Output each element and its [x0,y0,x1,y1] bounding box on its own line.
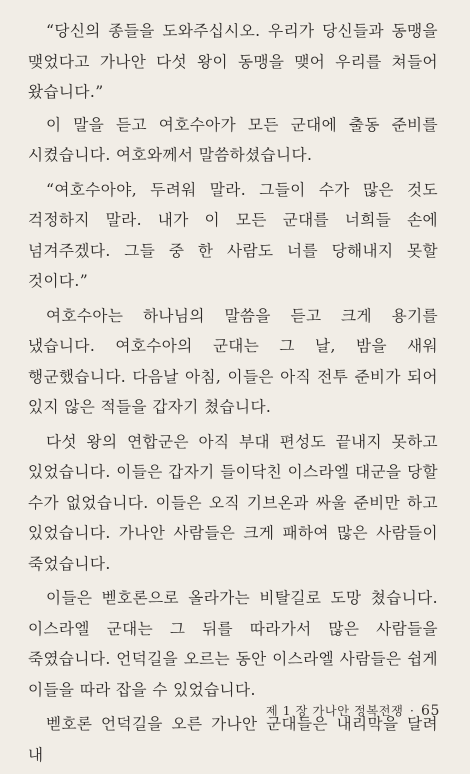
paragraph: 이들은 벧호론으로 올라가는 비탈길로 도망 쳤습니다. 이스라엘 군대는 그 뒤를 따라가서 많은 사람들을 죽였습니다. 언덕길을 오르는 동안 이스라엘 사람들은 쉽게 이들을 따라 잡을 수 있었습니다. [28,589,438,699]
footer-separator: · [410,704,415,718]
paragraph: 여호수아는 하나님의 말씀을 듣고 크게 용기를 냈습니다. 여호수아의 군대는 그 날, 밤을 새워 행군했습니다. 다음날 아침, 이들은 아직 전투 준비가 되어 있지 않은 적들을 갑자기 쳤습니다. [28,306,438,416]
paragraph: 다섯 왕의 연합군은 아직 부대 편성도 끝내지 못하고 있었습니다. 이들은 갑자기 들이닥친 이스라엘 대군을 당할 수가 없었습니다. 이들은 오직 기브온과 싸울 준비만 하고 있었습니다. 가나안 사람들은 크게 패하여 많은 사람들이 죽었습니다. [28,432,438,573]
paragraph: “여호수아야, 두려워 말라. 그들이 수가 많은 것도 걱정하지 말라. 내가 이 모든 군대를 너희들 손에 넘겨주겠다. 그들 중 한 사람도 너를 당해내지 못할 것이다.” [28,180,438,290]
page-number: 65 [420,703,440,719]
chapter-title: 제 1 장 가나안 정복전쟁 [265,704,404,718]
paragraph: 이 말을 듣고 여호수아가 모든 군대에 출동 준비를 시켰습니다. 여호와께서 말씀하셨습니다. [28,115,438,164]
page-footer [266,702,440,719]
body-text [28,16,438,774]
paragraph: “당신의 종들을 도와주십시오. 우리가 당신들과 동맹을 맺었다고 가나안 다섯 왕이 동맹을 맺어 우리를 쳐들어 왔습니다.” [28,22,438,101]
paragraph: 벧호론 언덕길을 오른 가나안 군대들은 내리막을 달려 내 [28,715,438,764]
